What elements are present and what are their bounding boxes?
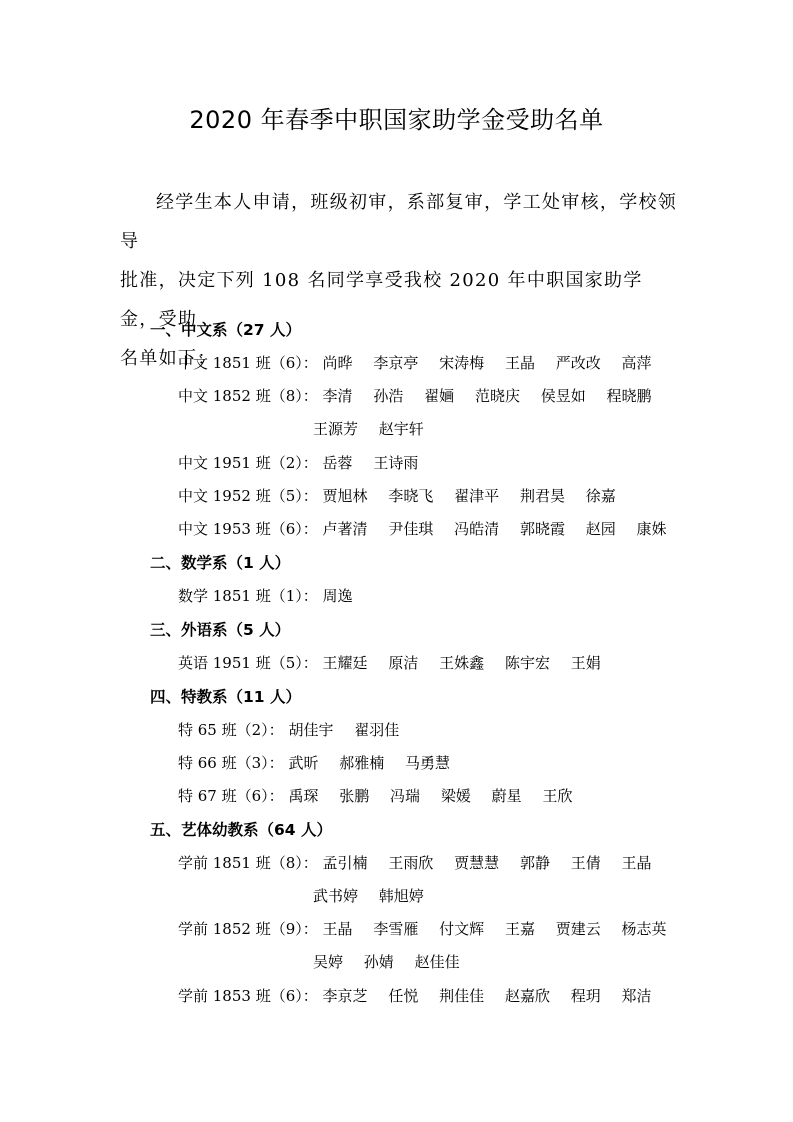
class-row — [178, 752, 698, 773]
student-name: 严改改 — [555, 354, 601, 372]
class-label: 中文 1852 班（8）： — [178, 387, 318, 405]
student-name: 荆君昊 — [519, 487, 565, 505]
student-name: 范晓庆 — [474, 387, 520, 405]
student-name: 李京芝 — [322, 987, 368, 1005]
class-row-continuation — [313, 418, 440, 439]
student-name: 翟羽佳 — [354, 721, 400, 739]
class-label: 学前 1853 班（6）： — [178, 987, 318, 1005]
student-name: 王欣 — [542, 787, 573, 805]
student-name: 吴婷 — [313, 953, 344, 971]
department-heading: 五、艺体幼教系（64 人） — [150, 821, 332, 839]
class-row — [178, 785, 698, 806]
student-name: 韩旭婷 — [378, 887, 424, 905]
student-name: 贾建云 — [555, 920, 601, 938]
class-row — [178, 652, 698, 673]
page-title: 2020 年春季中职国家助学金受助名单 — [189, 106, 604, 134]
class-row — [178, 719, 698, 740]
student-name: 武昕 — [288, 754, 319, 772]
student-name: 王雨欣 — [388, 854, 434, 872]
class-label: 特 65 班（2）： — [178, 721, 284, 739]
student-name: 贾旭林 — [322, 487, 368, 505]
student-name: 王嘉 — [504, 920, 535, 938]
student-name: 王姝鑫 — [439, 654, 485, 672]
class-row-continuation — [313, 951, 476, 972]
student-name: 周逸 — [322, 587, 353, 605]
class-row — [178, 918, 698, 939]
student-name: 梁媛 — [440, 787, 471, 805]
student-name: 杨志英 — [621, 920, 667, 938]
student-name: 赵宇轩 — [378, 420, 424, 438]
intro-line: 经学生本人申请，班级初审，系部复审，学工处审核，学校领导 — [120, 192, 678, 252]
student-name: 王源芳 — [313, 420, 359, 438]
class-label: 特 67 班（6）： — [178, 787, 284, 805]
student-name: 王晶 — [621, 854, 652, 872]
student-name: 程晓鹏 — [606, 387, 652, 405]
student-name: 岳蓉 — [322, 454, 353, 472]
class-row — [178, 385, 698, 406]
class-label: 中文 1952 班（5）： — [178, 487, 318, 505]
student-name: 徐嘉 — [585, 487, 616, 505]
class-label: 特 66 班（3）： — [178, 754, 284, 772]
class-label: 数学 1851 班（1）： — [178, 587, 318, 605]
class-row — [178, 985, 698, 1006]
department-heading: 二、数学系（1 人） — [150, 554, 291, 572]
student-name: 王晶 — [504, 354, 535, 372]
student-name: 李京亭 — [373, 354, 419, 372]
student-name: 王娟 — [570, 654, 601, 672]
student-name: 孙婧 — [363, 953, 394, 971]
intro-paragraph — [120, 183, 680, 378]
student-name: 李清 — [322, 387, 353, 405]
class-label: 学前 1851 班（8）： — [178, 854, 318, 872]
student-name: 郝雅楠 — [339, 754, 385, 772]
student-name: 原洁 — [388, 654, 419, 672]
student-name: 禹琛 — [288, 787, 319, 805]
student-name: 马勇慧 — [405, 754, 451, 772]
student-name: 付文辉 — [439, 920, 485, 938]
student-name: 宋涛梅 — [439, 354, 485, 372]
student-name: 冯瑞 — [390, 787, 421, 805]
student-name: 孙浩 — [373, 387, 404, 405]
student-name: 卢著清 — [322, 520, 368, 538]
class-label: 中文 1951 班（2）： — [178, 454, 318, 472]
student-name: 荆佳佳 — [439, 987, 485, 1005]
student-name: 程玥 — [570, 987, 601, 1005]
student-name: 贾慧慧 — [454, 854, 500, 872]
student-name: 孟引楠 — [322, 854, 368, 872]
student-name: 郑洁 — [621, 987, 652, 1005]
class-label: 中文 1851 班（6）： — [178, 354, 318, 372]
class-row — [178, 518, 698, 539]
student-name: 蔚星 — [491, 787, 522, 805]
student-name: 尚晔 — [322, 354, 353, 372]
department-heading: 四、特教系（11 人） — [150, 688, 301, 706]
department-heading: 三、外语系（5 人） — [150, 621, 291, 639]
class-row — [178, 452, 698, 473]
class-label: 英语 1951 班（5）： — [178, 654, 318, 672]
class-row — [178, 352, 698, 373]
department-heading: 一、中文系（27 人） — [150, 321, 301, 339]
student-name: 高萍 — [621, 354, 652, 372]
student-name: 李晓飞 — [388, 487, 434, 505]
class-row — [178, 485, 698, 506]
student-name: 尹佳琪 — [388, 520, 434, 538]
student-name: 翟津平 — [454, 487, 500, 505]
class-label: 学前 1852 班（9）： — [178, 920, 318, 938]
student-name: 侯昱如 — [540, 387, 586, 405]
student-name: 冯皓清 — [454, 520, 500, 538]
student-name: 张鹏 — [339, 787, 370, 805]
student-name: 武书婷 — [313, 887, 359, 905]
student-name: 王诗雨 — [373, 454, 419, 472]
student-name: 赵嘉欣 — [504, 987, 550, 1005]
class-label: 中文 1953 班（6）： — [178, 520, 318, 538]
intro-line: 批准，决定下列 108 名同学享受我校 2020 年中职国家助学金，受助 — [120, 270, 643, 330]
student-name: 任悦 — [388, 987, 419, 1005]
student-name: 康姝 — [636, 520, 667, 538]
student-name: 赵园 — [585, 520, 616, 538]
student-name: 郭晓霞 — [519, 520, 565, 538]
student-name: 李雪雁 — [373, 920, 419, 938]
class-row-continuation — [313, 885, 440, 906]
student-name: 赵佳佳 — [414, 953, 460, 971]
student-name: 郭静 — [519, 854, 550, 872]
class-row — [178, 585, 698, 606]
intro-line: 名单如下： — [120, 348, 217, 369]
student-name: 王倩 — [570, 854, 601, 872]
student-name: 陈宇宏 — [504, 654, 550, 672]
student-name: 翟婳 — [424, 387, 455, 405]
student-name: 王耀廷 — [322, 654, 368, 672]
student-name: 王晶 — [322, 920, 353, 938]
class-row — [178, 852, 698, 873]
student-name: 胡佳宇 — [288, 721, 334, 739]
